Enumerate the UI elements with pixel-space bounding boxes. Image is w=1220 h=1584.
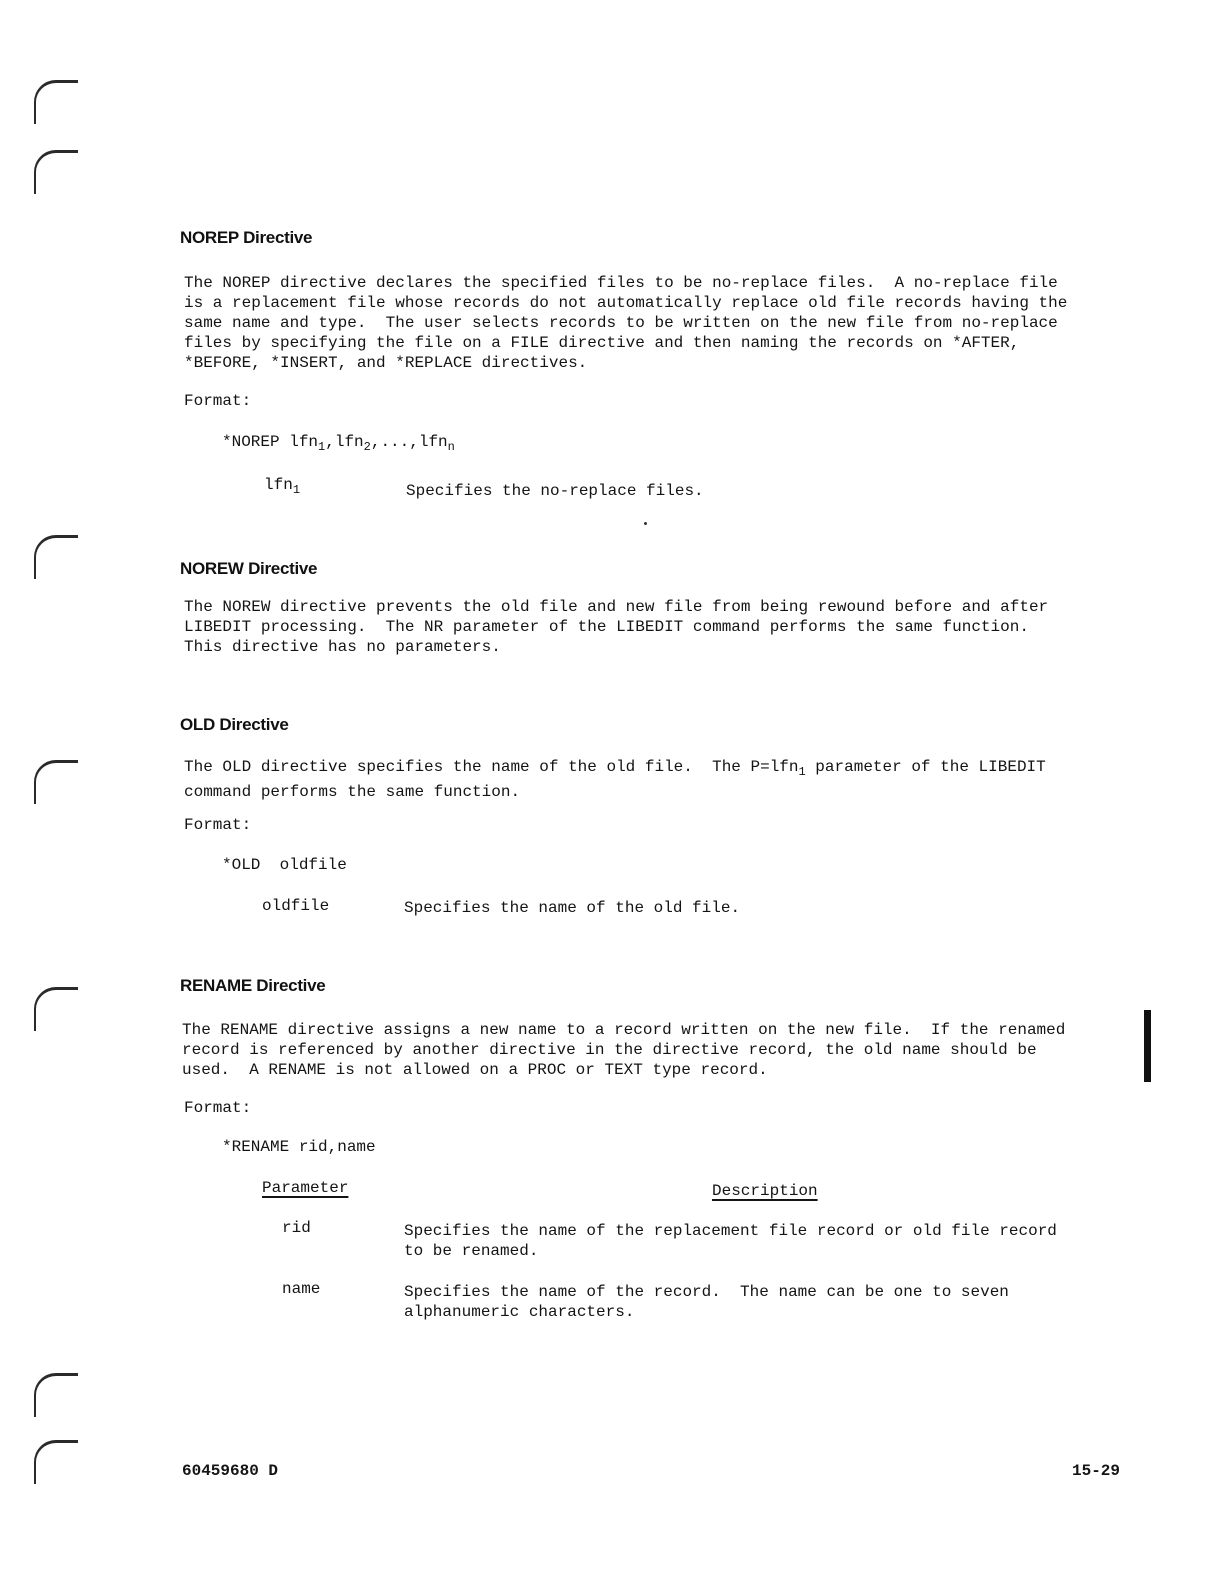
old-heading: OLD Directive bbox=[180, 715, 289, 734]
punch-hole-mark bbox=[34, 80, 78, 124]
punch-hole-mark bbox=[34, 535, 78, 579]
norep-heading: NOREP Directive bbox=[180, 228, 313, 247]
old-format-label: Format: bbox=[184, 816, 252, 834]
rename-param-desc-rid: Specifies the name of the replacement file record or old file record to be renamed. bbox=[404, 1222, 1057, 1260]
rename-syntax: *RENAME rid,name bbox=[222, 1138, 376, 1156]
rename-param-desc-name: Specifies the name of the record. The name can be one to seven alphanumeric characters. bbox=[404, 1283, 1009, 1321]
norep-param-name: lfn$_1$ bbox=[264, 476, 301, 497]
old-paragraph: The OLD directive specifies the name of the old file. The P=lfn$_1$ parameter of the LIBEDIT command performs the same function. bbox=[184, 758, 1046, 801]
norep-param-desc: Specifies the no-replace files. bbox=[406, 482, 704, 500]
stray-dot bbox=[644, 522, 647, 525]
page-number: 15-29 bbox=[1072, 1462, 1121, 1480]
punch-hole-mark bbox=[34, 1373, 78, 1417]
punch-hole-mark bbox=[34, 1440, 78, 1484]
rename-param-name-rid: rid bbox=[282, 1219, 311, 1237]
rename-param-name-name: name bbox=[282, 1280, 321, 1298]
rename-heading: RENAME Directive bbox=[180, 976, 326, 995]
punch-hole-mark bbox=[34, 987, 78, 1031]
norew-paragraph: The NOREW directive prevents the old file and new file from being rewound before and after LIBEDIT processing. The NR parameter of the LIBEDIT command performs the same function. This directive has no parameters. bbox=[184, 598, 1049, 656]
column-header-parameter: Parameter bbox=[262, 1179, 349, 1197]
punch-hole-mark bbox=[34, 760, 78, 804]
old-syntax: *OLD oldfile bbox=[222, 856, 347, 874]
norep-syntax: *NOREP lfn$_1$,lfn$_2$,...,lfn$_n$ bbox=[222, 433, 455, 454]
column-header-description: Description bbox=[712, 1182, 818, 1200]
change-bar bbox=[1144, 1010, 1151, 1082]
document-number: 60459680 D bbox=[182, 1462, 279, 1480]
punch-hole-mark bbox=[34, 150, 78, 194]
norep-format-label: Format: bbox=[184, 392, 252, 410]
norep-paragraph: The NOREP directive declares the specified files to be no-replace files. A no-replace file is a replacement file whose records do not automatically replace old file records having the same name and type. The user selects records to be written on the new file from no-replace files by specifying the file on a FILE directive and then naming the records on *AFTER, *BEFORE, *INSERT, and *REPLACE directives. bbox=[184, 274, 1068, 372]
norew-heading: NOREW Directive bbox=[180, 559, 318, 578]
old-param-name: oldfile bbox=[262, 897, 330, 915]
rename-format-label: Format: bbox=[184, 1099, 252, 1117]
old-param-desc: Specifies the name of the old file. bbox=[404, 899, 741, 917]
rename-paragraph: The RENAME directive assigns a new name to a record written on the new file. If the renamed record is referenced by another directive in the directive record, the old name should be used. A RENAME is not allowed on a PROC or TEXT type record. bbox=[182, 1021, 1066, 1079]
